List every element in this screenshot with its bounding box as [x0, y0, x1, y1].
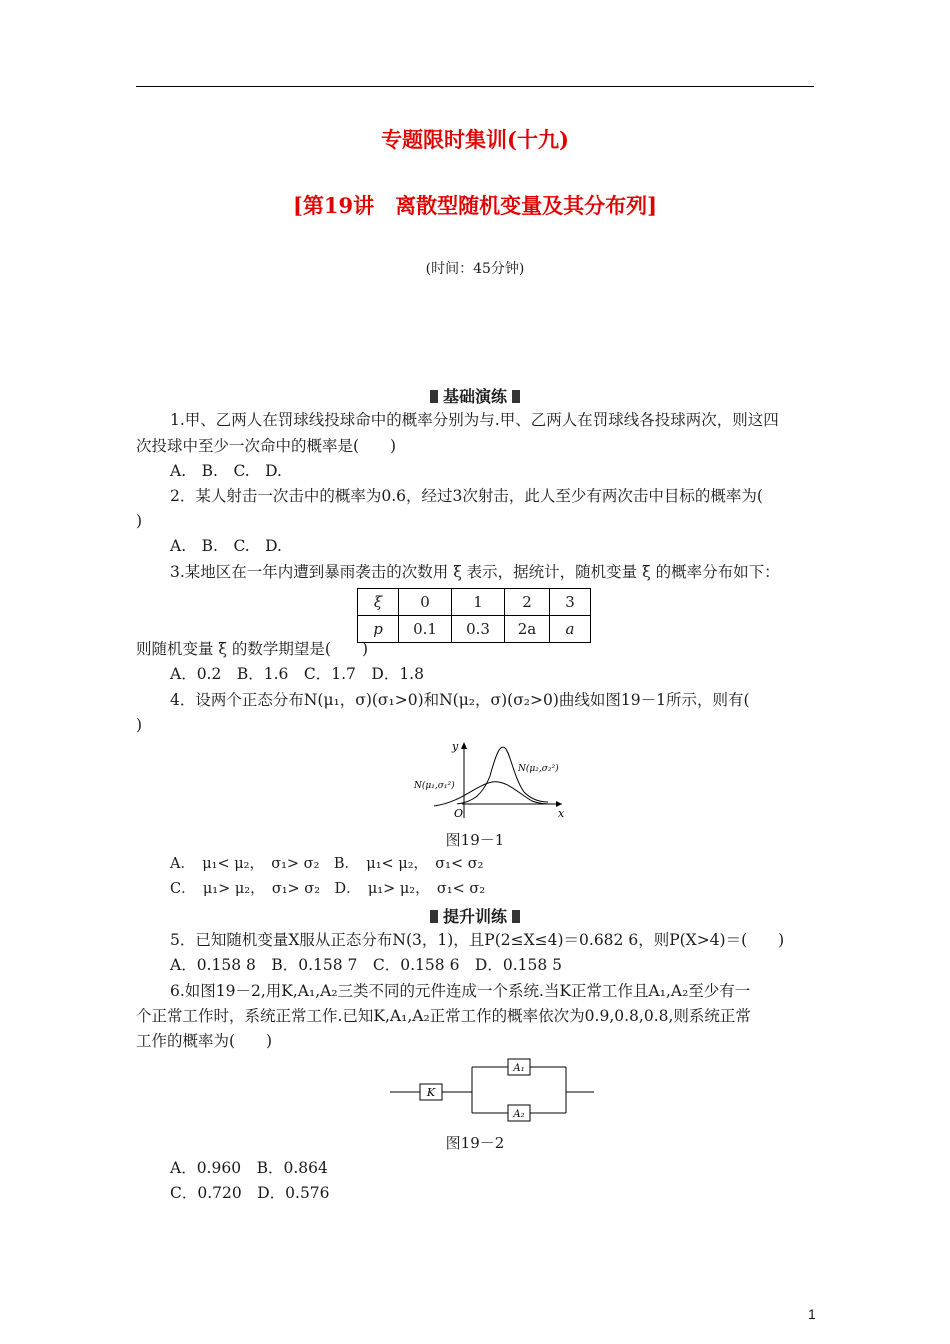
q6-options-cd: C．0.720 D．0.576 [170, 1184, 330, 1202]
square-bullet-icon [430, 910, 438, 923]
table-cell: 2a [505, 616, 550, 643]
page-title: 专题限时集训(十九) [381, 127, 569, 152]
section-advanced-heading [0, 904, 950, 927]
q2-text-line2: ) [136, 512, 143, 530]
table-cell: 2 [505, 589, 550, 616]
square-bullet-icon [512, 390, 520, 403]
q1-text-line2: 次投球中至少一次命中的概率是( ) [136, 437, 397, 455]
curve-1-label: N(μ₁,σ₁²) [414, 781, 455, 791]
q5-options: A．0.158 8 B．0.158 7 C．0.158 6 D．0.158 5 [170, 956, 563, 974]
q6-options-ab: A．0.960 B．0.864 [170, 1159, 328, 1177]
table-row [358, 616, 591, 643]
q4-options-cd: C． μ₁> μ₂， σ₁> σ₂ D． μ₁> μ₂， σ₁< σ₂ [170, 881, 486, 897]
y-axis-label: y [452, 740, 459, 753]
q5-text-line1: 5．已知随机变量X服从正态分布N(3，1)，且P(2≤X≤4)＝0.682 6，则P(X>4)＝( ) [170, 931, 785, 949]
component-k-label: K [426, 1086, 436, 1099]
figure-19-2-caption: 图19－2 [445, 1134, 505, 1152]
q6-text-line2: 个正常工作时，系统正常工作.已知K,A₁,A₂正常工作的概率依次为0.9,0.8,0.8,则系统正常 [136, 1007, 751, 1025]
table-cell: 1 [452, 589, 505, 616]
q6-text-line1: 6.如图19－2,用K,A₁,A₂三类不同的元件连成一个系统.当K正常工作且A₁,A₂至少有一 [170, 982, 751, 1000]
table-cell: 3 [550, 589, 591, 616]
table-cell: 0.3 [452, 616, 505, 643]
x-axis-label: x [558, 807, 565, 820]
curve-2-label: N(μ₂,σ₂²) [518, 764, 559, 774]
square-bullet-icon [512, 910, 520, 923]
circuit-figure [388, 1055, 598, 1127]
square-bullet-icon [430, 390, 438, 403]
section-basic-label: 基础演练 [442, 387, 507, 406]
q6-text-line3: 工作的概率为( ) [136, 1032, 273, 1050]
component-a1-label: A₁ [513, 1063, 525, 1074]
q1-text-line1: 1.甲、乙两人在罚球线投球命中的概率分别为与.甲、乙两人在罚球线各投球两次，则这四 [170, 411, 779, 429]
table-cell: 0.1 [399, 616, 452, 643]
origin-label: O [454, 807, 464, 820]
y-axis-arrow-icon [461, 742, 467, 749]
top-rule [136, 86, 814, 87]
table-cell: p [358, 616, 399, 643]
curve-2 [457, 747, 548, 804]
table-cell: 0 [399, 589, 452, 616]
page-subtitle: [第19讲 离散型随机变量及其分布列] [292, 193, 658, 218]
figure-19-1-caption: 图19－1 [445, 831, 505, 849]
q3-text-line1: 3.某地区在一年内遭到暴雨袭击的次数用 ξ 表示，据统计，随机变量 ξ 的概率分布如下： [170, 563, 780, 581]
q3-text-line2: 则随机变量 ξ 的数学期望是( ) [136, 640, 368, 658]
time-limit: (时间：45分钟) [425, 261, 525, 277]
q1-options: A. B. C. D. [170, 462, 282, 480]
q3-options: A．0.2 B．1.6 C．1.7 D．1.8 [170, 665, 424, 683]
table-cell: a [550, 616, 591, 643]
section-basic-heading [0, 384, 950, 407]
q4-options-ab: A． μ₁< μ₂， σ₁> σ₂ B． μ₁< μ₂， σ₁< σ₂ [170, 856, 484, 872]
section-advanced-label: 提升训练 [442, 907, 507, 926]
component-a2-label: A₂ [513, 1109, 525, 1120]
q2-text-line1: 2．某人射击一次击中的概率为0.6，经过3次射击，此人至少有两次击中目标的概率为( [170, 487, 763, 505]
q4-text-line1: 4．设两个正态分布N(μ₁，σ)(σ₁>0)和N(μ₂，σ)(σ₂>0)曲线如图19－1所示，则有( [170, 691, 750, 709]
probability-table [357, 588, 591, 643]
q4-text-line2: ) [136, 716, 143, 734]
q2-options: A. B. C. D. [170, 537, 282, 555]
table-header-row [358, 589, 591, 616]
page-number: 1 [808, 1306, 816, 1322]
table-cell: ξ [358, 589, 399, 616]
normal-curves-figure [412, 738, 572, 820]
